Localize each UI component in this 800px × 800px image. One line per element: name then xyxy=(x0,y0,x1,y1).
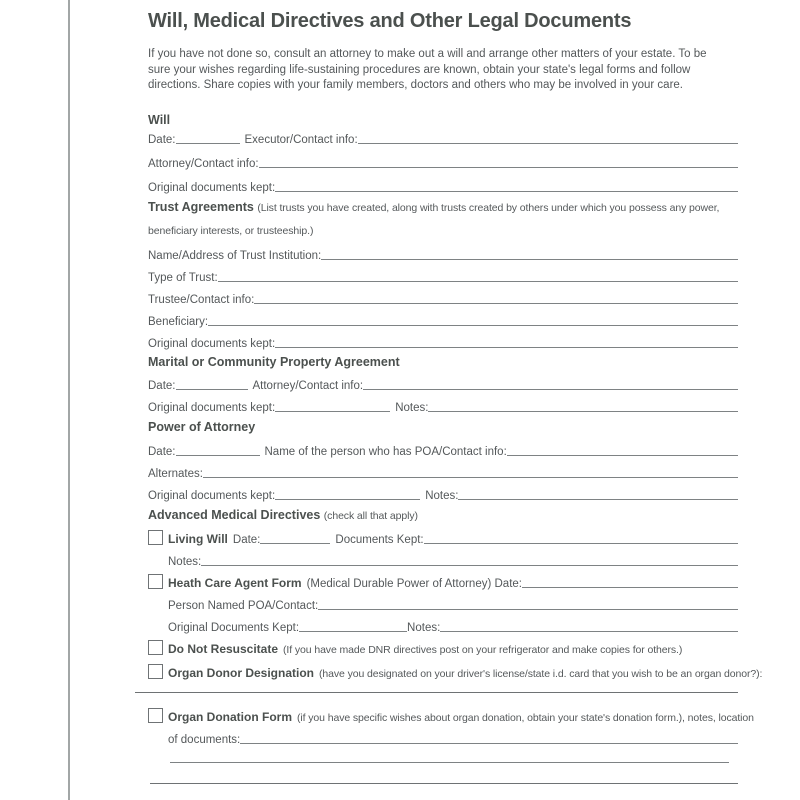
section-heading-will: Will xyxy=(148,112,171,127)
form-content xyxy=(148,0,763,786)
will-date-label: Date: xyxy=(148,133,176,146)
dnr-note: (If you have made DNR directives post on your refrigerator and make copies for others.) xyxy=(283,643,683,656)
living-will-notes-row xyxy=(148,551,738,568)
health-agent-notes-line xyxy=(440,630,738,632)
organ-designation-answer-line xyxy=(135,691,738,693)
marital-date-attorney-row xyxy=(148,375,738,392)
trust-institution-row xyxy=(148,245,738,262)
poa-name-line xyxy=(507,454,738,456)
living-will-kept-label: Documents Kept: xyxy=(335,533,424,546)
marital-kept-line xyxy=(275,410,390,412)
marital-attorney-label: Attorney/Contact info: xyxy=(252,379,364,392)
extra-notes-line-2 xyxy=(150,782,738,784)
trust-institution-label: Name/Address of Trust Institution: xyxy=(148,249,322,262)
health-agent-person-label: Person Named POA/Contact: xyxy=(168,599,319,612)
poa-notes-line xyxy=(458,498,738,500)
trust-institution-line xyxy=(321,258,738,260)
organ-designation-row xyxy=(148,663,763,680)
trust-beneficiary-line xyxy=(208,324,738,326)
will-kept-label: Original documents kept: xyxy=(148,181,276,194)
poa-documents-notes-row xyxy=(148,485,738,502)
living-will-label: Living Will xyxy=(168,531,228,546)
dnr-checkbox[interactable] xyxy=(148,640,163,655)
poa-notes-label: Notes: xyxy=(425,489,459,502)
organ-form-documents-row xyxy=(148,729,738,746)
poa-alternates-row xyxy=(148,463,738,480)
extra-notes-line-1 xyxy=(170,761,729,763)
health-agent-date-line xyxy=(522,586,738,588)
poa-alternates-label: Alternates: xyxy=(148,467,203,480)
organ-form-checkbox[interactable] xyxy=(148,708,163,723)
trust-heading-note-line2: beneficiary interests, or trusteeship.) xyxy=(148,224,314,237)
amd-heading-text: Advanced Medical Directives xyxy=(148,507,321,522)
poa-name-label: Name of the person who has POA/Contact info: xyxy=(264,445,507,458)
living-will-notes-label: Notes: xyxy=(168,555,202,568)
trust-beneficiary-label: Beneficiary: xyxy=(148,315,209,328)
will-documents-row xyxy=(148,177,738,194)
living-will-date-line xyxy=(260,542,330,544)
marital-attorney-line xyxy=(363,388,738,390)
will-date-executor-row xyxy=(148,129,738,146)
marital-date-line xyxy=(176,388,248,390)
organ-form-documents-line xyxy=(240,742,738,744)
trust-kept-label: Original documents kept: xyxy=(148,337,276,350)
dnr-label: Do Not Resuscitate xyxy=(168,641,279,656)
will-executor-label: Executor/Contact info: xyxy=(244,133,358,146)
trust-type-line xyxy=(218,280,738,282)
dnr-row xyxy=(148,639,738,656)
poa-date-label: Date: xyxy=(148,445,176,458)
will-attorney-row xyxy=(148,153,738,170)
will-attorney-line xyxy=(259,166,738,168)
will-date-line xyxy=(176,142,240,144)
trust-type-label: Type of Trust: xyxy=(148,271,218,284)
health-agent-checkbox[interactable] xyxy=(148,574,163,589)
living-will-row xyxy=(148,529,738,546)
health-agent-note: (Medical Durable Power of Attorney) Date: xyxy=(306,577,522,590)
organ-form-note-cont: of documents: xyxy=(168,733,241,746)
will-attorney-label: Attorney/Contact info: xyxy=(148,157,259,170)
living-will-kept-line xyxy=(424,542,738,544)
amd-heading-note: (check all that apply) xyxy=(323,509,418,522)
living-will-checkbox[interactable] xyxy=(148,530,163,545)
trust-heading-text: Trust Agreements xyxy=(148,199,254,214)
health-agent-person-line xyxy=(318,608,738,610)
will-kept-line xyxy=(275,190,738,192)
health-agent-documents-row xyxy=(148,617,738,634)
marital-date-label: Date: xyxy=(148,379,176,392)
poa-date-name-row xyxy=(148,441,738,458)
organ-designation-label: Organ Donor Designation xyxy=(168,665,315,680)
organ-form-row xyxy=(148,707,754,724)
will-executor-line xyxy=(358,142,738,144)
organ-designation-note: (have you designated on your driver's license/state i.d. card that you wish to be an organ donor?): xyxy=(319,667,763,680)
marital-documents-notes-row xyxy=(148,397,738,414)
marital-notes-label: Notes: xyxy=(395,401,429,414)
page-binding-edge xyxy=(68,0,70,800)
poa-date-line xyxy=(176,454,260,456)
section-heading-trust xyxy=(148,200,738,216)
organ-designation-answer-row xyxy=(135,680,738,695)
health-agent-person-row xyxy=(148,595,738,612)
organ-form-label: Organ Donation Form xyxy=(168,709,292,724)
page-title: Will, Medical Directives and Other Legal Documents xyxy=(148,10,632,32)
poa-alternates-line xyxy=(203,476,738,478)
poa-kept-line xyxy=(275,498,420,500)
trust-type-row xyxy=(148,267,738,284)
trust-kept-line xyxy=(275,346,738,348)
health-agent-label: Heath Care Agent Form xyxy=(168,575,302,590)
trust-heading-note-line1: (List trusts you have created, along with trusts created by others under which you possess any power, xyxy=(257,201,720,214)
trust-trustee-row xyxy=(148,289,738,306)
health-agent-kept-line xyxy=(299,630,407,632)
organ-form-note: (if you have specific wishes about organ donation, obtain your state's donation form.), notes, location xyxy=(297,711,754,724)
trust-documents-row xyxy=(148,333,738,350)
trust-beneficiary-row xyxy=(148,311,738,328)
organ-designation-checkbox[interactable] xyxy=(148,664,163,679)
poa-kept-label: Original documents kept: xyxy=(148,489,276,502)
extra-notes-row-1 xyxy=(170,748,729,765)
health-agent-kept-label: Original Documents Kept: xyxy=(168,621,300,634)
health-agent-row xyxy=(148,573,738,590)
health-agent-notes-label: Notes: xyxy=(407,621,441,634)
section-heading-marital: Marital or Community Property Agreement xyxy=(148,354,400,369)
section-heading-poa: Power of Attorney xyxy=(148,419,256,434)
marital-notes-line xyxy=(428,410,738,412)
section-heading-amd xyxy=(148,508,738,523)
extra-notes-row-2 xyxy=(150,769,738,786)
trust-trustee-line xyxy=(254,302,738,304)
marital-kept-label: Original documents kept: xyxy=(148,401,276,414)
trust-trustee-label: Trustee/Contact info: xyxy=(148,293,255,306)
living-will-notes-line xyxy=(201,564,738,566)
intro-paragraph: If you have not done so, consult an attorney to make out a will and arrange other matters of your estate. To be sure your wishes regarding life-sustaining procedures are known, obtain your state's legal forms and follow directions. Share copies with your family members, doctors and others who may be involved in your care. xyxy=(148,48,707,91)
living-will-date-label: Date: xyxy=(232,533,261,546)
